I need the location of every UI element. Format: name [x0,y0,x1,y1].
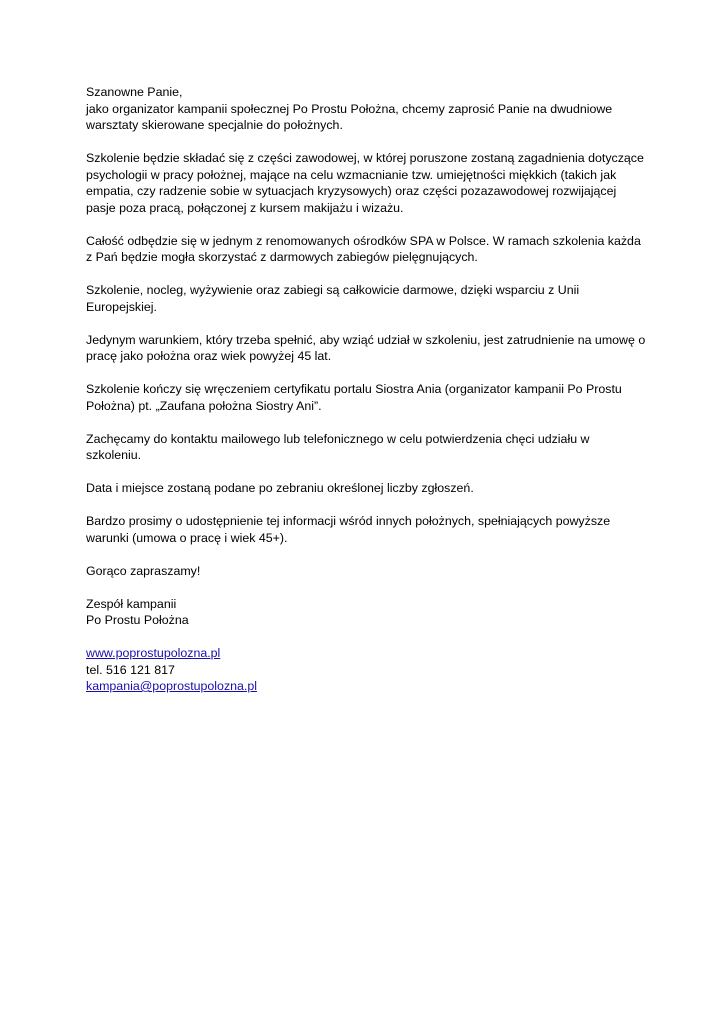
phone-number: tel. 516 121 817 [86,662,175,677]
paragraph-spa-location: Całość odbędzie się w jednym z renomowanych ośrodków SPA w Polsce. W ramach szkolenia każda z Pań będzie mogła skorzystać z darmowych zabiegów pielęgnujących. [86,233,641,264]
paragraph-contact-request: Zachęcamy do kontaktu mailowego lub telefonicznego w celu potwierdzenia chęci udziału w szkoleniu. [86,431,590,462]
signature-line-team: Zespół kampanii [86,596,177,611]
letter-body [86,84,646,711]
paragraph-free-costs: Szkolenie, nocleg, wyżywienie oraz zabiegi są całkowicie darmowe, dzięki wsparciu z Unii Europejskiej. [86,283,580,314]
email-link[interactable]: kampania@poprostupolozna.pl [86,679,258,693]
paragraph-invitation: Gorąco zapraszamy! [86,563,201,578]
paragraph-date-place: Data i miejsce zostaną podane po zebraniu określonej liczby zgłoszeń. [86,481,474,495]
greeting: Szanowne Panie, [86,85,183,99]
paragraph-conditions: Jedynym warunkiem, który trzeba spełnić, aby wziąć udział w szkoleniu, jest zatrudnienie na umowę o pracę jako położna oraz wiek powyżej 45 lat. [86,332,646,363]
paragraph-training-content: Szkolenie będzie składać się z części zawodowej, w której poruszone zostaną zagadnienia dotyczące psychologii w pracy położnej, mające na celu wzmacnianie tzw. umiejętności miękkich (takich jak empatia, czy radzenie sobie w sytuacjach kryzysowych) oraz części pozazawodowej rozwijającej pasje poza pracą, połączonej z kursem makijażu i wizażu. [86,151,644,215]
paragraph-certificate: Szkolenie kończy się wręczeniem certyfikatu portalu Siostra Ania (organizator kampanii Po Prostu Położna) pt. „Zaufana położna Siostry Ani”. [86,382,622,413]
opening-paragraph [86,84,646,134]
signature-block [86,596,646,629]
signature-line-campaign: Po Prostu Położna [86,613,189,627]
contact-block [86,645,646,695]
intro-text: jako organizator kampanii społecznej Po Prostu Położna, chcemy zaprosić Panie na dwudniowe warsztaty skierowane specjalnie do położnych. [86,101,613,132]
website-link[interactable]: www.poprostupolozna.pl [86,646,221,660]
paragraph-share-request: Bardzo prosimy o udostępnienie tej informacji wśród innych położnych, spełniających powyższe warunki (umowa o pracę i wiek 45+). [86,514,611,545]
